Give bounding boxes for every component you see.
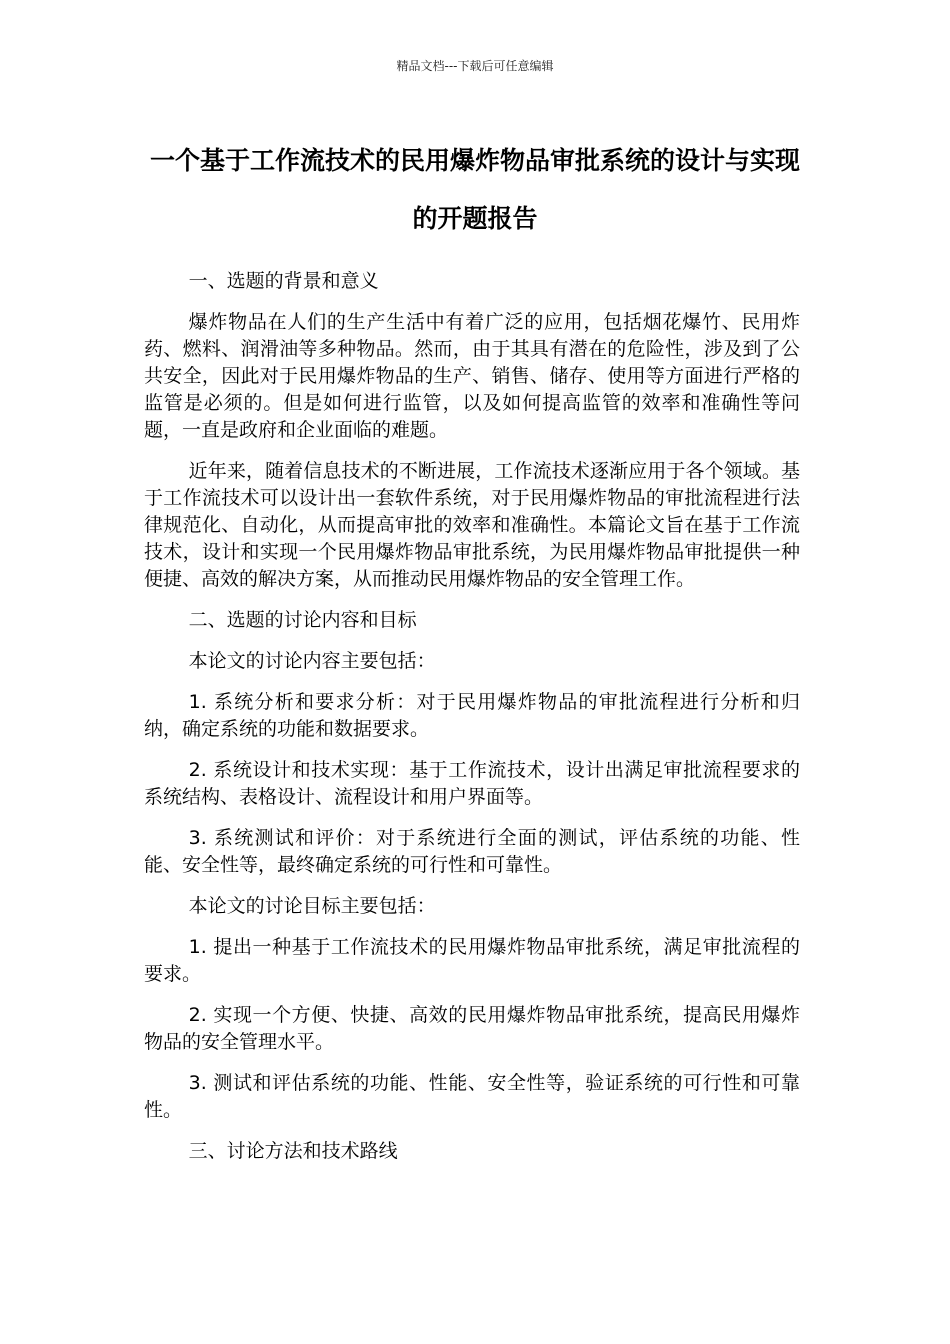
section-heading-content: 二、选题的讨论内容和目标 [188,609,417,631]
paragraph-background-1: 爆炸物品在人们的生产生活中有着广泛的应用，包括烟花爆竹、民用炸药、燃料、润滑油等多种物品。然而，由于其具有潜在的危险性，涉及到了公共安全，因此对于民用爆炸物品的生产、销售、储存、使用等方面进行严格的监管是必须的。但是如何进行监管，以及如何提高监管的效率和准确性等问题，一直是政府和企业面临的难题。 [144,311,800,441]
content-item-2: 2. 系统设计和技术实现：基于工作流技术，设计出满足审批流程要求的系统结构、表格设计、流程设计和用户界面等。 [144,759,800,808]
goals-intro: 本论文的讨论目标主要包括： [188,895,436,917]
section-heading-background: 一、选题的背景和意义 [188,270,379,292]
goal-item-3: 3. 测试和评估系统的功能、性能、安全性等，验证系统的可行性和可靠性。 [144,1072,800,1121]
content-item-3: 3. 系统测试和评价：对于系统进行全面的测试，评估系统的功能、性能、安全性等，最终确定系统的可行性和可靠性。 [144,827,800,876]
goal-item-2: 2. 实现一个方便、快捷、高效的民用爆炸物品审批系统，提高民用爆炸物品的安全管理水平。 [144,1004,800,1053]
content-item-1: 1. 系统分析和要求分析：对于民用爆炸物品的审批流程进行分析和归纳，确定系统的功能和数据要求。 [144,691,800,740]
section-heading-methods: 三、讨论方法和技术路线 [188,1140,398,1162]
goal-item-1: 1. 提出一种基于工作流技术的民用爆炸物品审批系统，满足审批流程的要求。 [144,936,800,985]
document-body [144,268,800,1179]
header-note: 精品文档---下载后可任意编辑 [396,59,554,73]
paragraph-background-2: 近年来，随着信息技术的不断进展，工作流技术逐渐应用于各个领域。基于工作流技术可以设计出一套软件系统，对于民用爆炸物品的审批流程进行法律规范化、自动化，从而提高审批的效率和准确性。本篇论文旨在基于工作流技术，设计和实现一个民用爆炸物品审批系统，为民用爆炸物品审批提供一种便捷、高效的解决方案，从而推动民用爆炸物品的安全管理工作。 [144,460,800,590]
content-intro: 本论文的讨论内容主要包括： [188,650,436,672]
document-title: 一个基于工作流技术的民用爆炸物品审批系统的设计与实现的开题报告 [149,146,800,233]
